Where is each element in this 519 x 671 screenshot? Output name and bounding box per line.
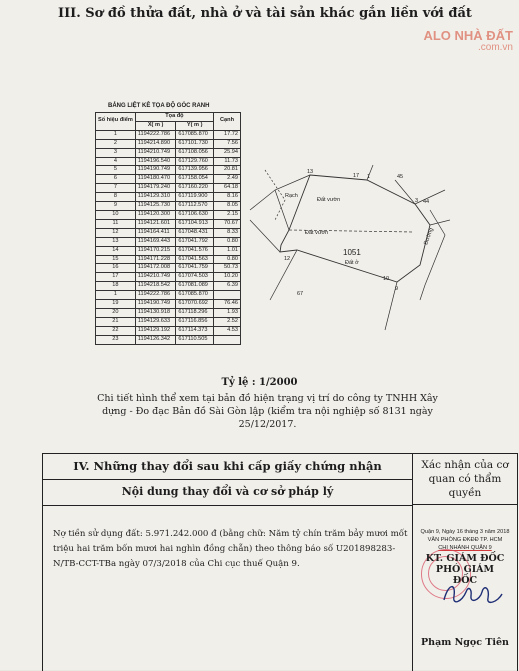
- point-id: 11: [96, 219, 136, 228]
- y-coordinate: 617085.870: [176, 130, 214, 139]
- change-content: Nợ tiền sử dụng đất: 5.971.242.000 đ (bằng chữ: Năm tỷ chín trăm bảy mươi mốt triệu hai trăm bốn mươi hai nghìn đồng chẵn) theo thông báo số U201898283-N/TB-CCT-TBa ngày 07/3/2018 của Chi cục thuế Quận 9.: [53, 529, 408, 569]
- table-row: [96, 246, 241, 255]
- header-point-id: Số hiệu điểm: [96, 113, 136, 131]
- edge-length: 6.39: [214, 282, 241, 291]
- point-id: 18: [96, 282, 136, 291]
- x-coordinate: 1194125.730: [135, 202, 176, 211]
- office-name: VĂN PHÒNG ĐKĐĐ TP. HCM: [427, 537, 503, 543]
- y-coordinate: 617139.956: [176, 166, 214, 175]
- table-row: [96, 202, 241, 211]
- table-row: [96, 210, 241, 219]
- changes-heading: IV. Những thay đổi sau khi cấp giấy chứng nhận: [43, 454, 413, 480]
- y-coordinate: 617114.373: [176, 326, 214, 335]
- office-block: [417, 528, 513, 552]
- map-scale: Tỷ lệ : 1/2000: [221, 377, 298, 388]
- table-row: [96, 300, 241, 309]
- y-coordinate: 617116.856: [176, 317, 214, 326]
- x-coordinate: 1194121.601: [135, 219, 176, 228]
- x-coordinate: 1194126.342: [135, 335, 176, 344]
- point-id: 5: [96, 166, 136, 175]
- x-coordinate: 1194164.411: [135, 228, 176, 237]
- point-id: 8: [96, 193, 136, 202]
- x-coordinate: 1194190.749: [135, 166, 176, 175]
- x-coordinate: 1194222.786: [135, 130, 176, 139]
- signer-name: Phạm Ngọc Tiên: [421, 637, 509, 648]
- map-point-17: 13: [307, 169, 314, 175]
- point-id: 21: [96, 317, 136, 326]
- y-coordinate: 617070.692: [176, 300, 214, 309]
- y-coordinate: 617048.431: [176, 228, 214, 237]
- table-row: [96, 317, 241, 326]
- edge-length: 64.18: [214, 184, 241, 193]
- watermark: [423, 30, 513, 54]
- point-id: 23: [96, 335, 136, 344]
- y-coordinate: 617110.505: [176, 335, 214, 344]
- table-row: [96, 255, 241, 264]
- column-divider: [412, 505, 413, 671]
- edge-length: 25.94: [214, 148, 241, 157]
- changes-section: [42, 453, 518, 671]
- edge-length: 76.46: [214, 300, 241, 309]
- table-row: [96, 148, 241, 157]
- column-header-content: Nội dung thay đổi và cơ sở pháp lý: [43, 479, 413, 506]
- signer-role-2: PHÓ GIÁM ĐỐC: [435, 564, 495, 586]
- header-y: Y( m ): [176, 121, 214, 130]
- map-label-garden-1: Đất vườn: [317, 197, 341, 203]
- x-coordinate: 1194180.470: [135, 175, 176, 184]
- y-coordinate: 617041.576: [176, 246, 214, 255]
- edge-length: 50.73: [214, 264, 241, 273]
- map-label-parcel: 1051: [343, 248, 361, 257]
- map-label-canal: Rạch: [285, 193, 298, 199]
- y-coordinate: 617106.630: [176, 210, 214, 219]
- y-coordinate: 617041.792: [176, 237, 214, 246]
- x-coordinate: 1194190.749: [135, 300, 176, 309]
- edge-length: 20.81: [214, 166, 241, 175]
- y-coordinate: 617041.563: [176, 255, 214, 264]
- x-coordinate: 1194218.542: [135, 282, 176, 291]
- header-coordinates: Tọa độ: [135, 113, 213, 122]
- table-row: [96, 166, 241, 175]
- map-neighbor-45: 45: [397, 174, 404, 180]
- edge-length: 2.15: [214, 210, 241, 219]
- parcel-map: [245, 160, 450, 335]
- edge-length: 2.49: [214, 175, 241, 184]
- x-coordinate: 1194170.215: [135, 246, 176, 255]
- x-coordinate: 1194171.228: [135, 255, 176, 264]
- x-coordinate: 1194222.786: [135, 291, 176, 300]
- x-coordinate: 1194196.540: [135, 157, 176, 166]
- table-row: [96, 237, 241, 246]
- table-row: [96, 308, 241, 317]
- map-point-3: 3: [415, 198, 419, 204]
- map-note: Chi tiết hình thể xem tại bản đồ hiện trạng vị trí do công ty TNHH Xây dựng - Đo đạc Bản đồ Sài Gòn lập (kiểm tra nội nghiệp số 8131 ngày 25/12/2017.: [97, 393, 438, 430]
- point-id: 13: [96, 237, 136, 246]
- x-coordinate: 1194130.918: [135, 308, 176, 317]
- table-row: [96, 157, 241, 166]
- table-row: [96, 291, 241, 300]
- map-point-1: 1: [367, 174, 371, 180]
- point-id: 19: [96, 300, 136, 309]
- table-row: [96, 175, 241, 184]
- edge-length: 70.67: [214, 219, 241, 228]
- edge-length: 1.01: [214, 246, 241, 255]
- y-coordinate: 617118.296: [176, 308, 214, 317]
- x-coordinate: 1194129.192: [135, 326, 176, 335]
- x-coordinate: 1194210.749: [135, 273, 176, 282]
- coordinate-table: [95, 112, 241, 345]
- point-id: 16: [96, 264, 136, 273]
- x-coordinate: 1194214.890: [135, 139, 176, 148]
- handwritten-signature: [438, 572, 508, 614]
- x-coordinate: 1194129.310: [135, 193, 176, 202]
- y-coordinate: 617119.900: [176, 193, 214, 202]
- point-id: 1: [96, 130, 136, 139]
- edge-length: 11.73: [214, 157, 241, 166]
- edge-length: 7.56: [214, 139, 241, 148]
- table-row: [96, 273, 241, 282]
- point-id: 7: [96, 184, 136, 193]
- point-id: 4: [96, 157, 136, 166]
- office-date: Quận 9, Ngày 16 tháng 3 năm 2018: [420, 529, 510, 535]
- edge-length: 8.16: [214, 193, 241, 202]
- y-coordinate: 617101.730: [176, 139, 214, 148]
- point-id: 10: [96, 210, 136, 219]
- y-coordinate: 617074.503: [176, 273, 214, 282]
- coordinate-table-title: BẢNG LIỆT KÊ TỌA ĐỘ GÓC RANH: [108, 103, 210, 109]
- point-id: 2: [96, 139, 136, 148]
- map-point-10: 10: [383, 276, 390, 282]
- map-neighbor-44: 44: [423, 199, 430, 205]
- edge-length: 8.33: [214, 228, 241, 237]
- office-branch: CHI NHÁNH QUẬN 9: [438, 545, 492, 551]
- edge-length: [214, 335, 241, 344]
- point-id: 3: [96, 148, 136, 157]
- table-row: [96, 130, 241, 139]
- point-id: 9: [96, 202, 136, 211]
- table-row: [96, 228, 241, 237]
- table-row: [96, 219, 241, 228]
- point-id: 6: [96, 175, 136, 184]
- y-coordinate: 617085.870: [176, 291, 214, 300]
- map-neighbor-67: 67: [297, 291, 304, 297]
- table-row: [96, 335, 241, 344]
- table-row: [96, 326, 241, 335]
- edge-length: 8.05: [214, 202, 241, 211]
- y-coordinate: 617108.056: [176, 148, 214, 157]
- edge-length: 17.72: [214, 130, 241, 139]
- watermark-domain: .com.vn: [477, 42, 513, 53]
- point-id: 14: [96, 246, 136, 255]
- table-row: [96, 139, 241, 148]
- y-coordinate: 617160.220: [176, 184, 214, 193]
- x-coordinate: 1194129.633: [135, 317, 176, 326]
- y-coordinate: 617112.570: [176, 202, 214, 211]
- column-header-authority: Xác nhận của cơ quan có thẩm quyền: [413, 454, 517, 505]
- edge-length: 2.52: [214, 317, 241, 326]
- point-id: 1: [96, 291, 136, 300]
- x-coordinate: 1194172.008: [135, 264, 176, 273]
- point-id: 15: [96, 255, 136, 264]
- y-coordinate: 617158.054: [176, 175, 214, 184]
- x-coordinate: 1194210.749: [135, 148, 176, 157]
- edge-length: 4.53: [214, 326, 241, 335]
- header-edge: Cạnh: [214, 113, 241, 131]
- map-label-garden-2: Đất vườn: [305, 230, 329, 236]
- header-x: X( m ): [135, 121, 176, 130]
- edge-length: 0.80: [214, 255, 241, 264]
- map-label-parcel-use: Đất ở: [345, 260, 359, 266]
- map-point-18: 17: [353, 173, 360, 179]
- watermark-brand: ALO NHÀ ĐẤT: [423, 28, 513, 43]
- signer-role-1: KT. GIÁM ĐỐC: [425, 553, 505, 564]
- section-title: III. Sơ đồ thửa đất, nhà ở và tài sản khác gắn liền với đất: [58, 6, 472, 21]
- edge-length: 0.80: [214, 237, 241, 246]
- x-coordinate: 1194179.240: [135, 184, 176, 193]
- table-row: [96, 193, 241, 202]
- table-row: [96, 264, 241, 273]
- x-coordinate: 1194120.300: [135, 210, 176, 219]
- point-id: 12: [96, 228, 136, 237]
- map-point-12: 12: [284, 256, 291, 262]
- coordinate-table-body: [96, 130, 241, 344]
- edge-length: 10.20: [214, 273, 241, 282]
- edge-length: [214, 291, 241, 300]
- table-row: [96, 184, 241, 193]
- y-coordinate: 617041.759: [176, 264, 214, 273]
- y-coordinate: 617104.913: [176, 219, 214, 228]
- x-coordinate: 1194169.443: [135, 237, 176, 246]
- edge-length: 1.93: [214, 308, 241, 317]
- point-id: 17: [96, 273, 136, 282]
- table-row: [96, 282, 241, 291]
- point-id: 22: [96, 326, 136, 335]
- point-id: 20: [96, 308, 136, 317]
- map-label-road: Đường: [423, 227, 435, 246]
- map-point-9: 9: [395, 286, 399, 292]
- y-coordinate: 617081.089: [176, 282, 214, 291]
- y-coordinate: 617129.760: [176, 157, 214, 166]
